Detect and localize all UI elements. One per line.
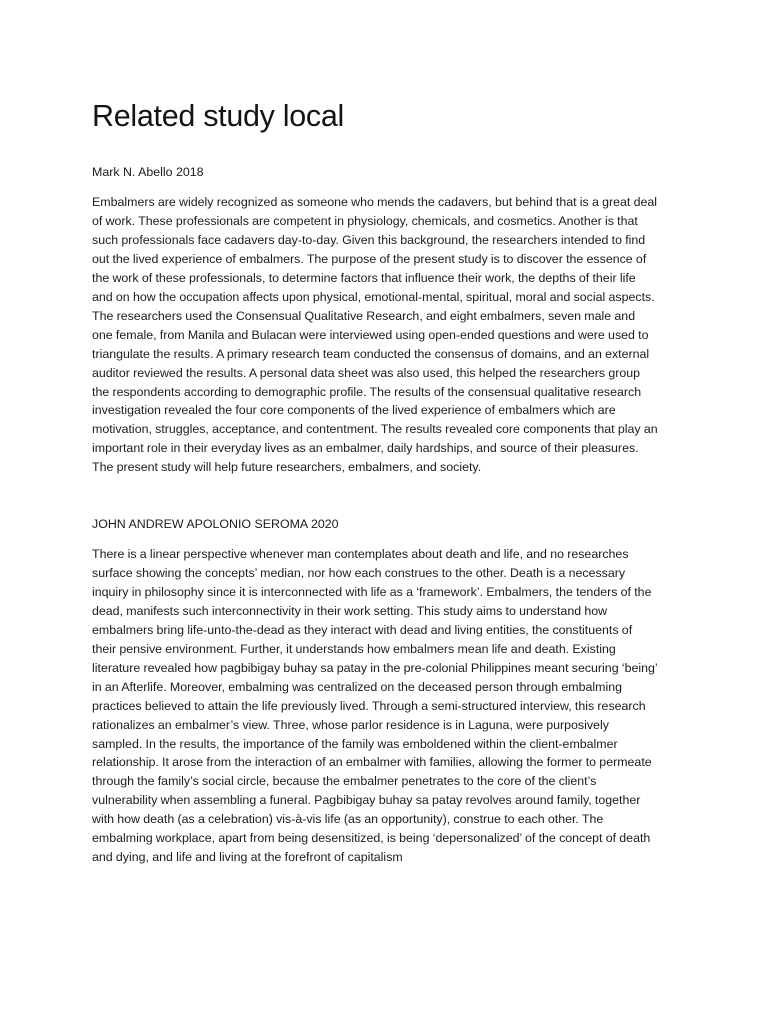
study-abstract-abello: Embalmers are widely recognized as someone who mends the cadavers, but behind that is a great deal of work. These professionals are competent in physiology, chemicals, and cosmetics. Another is that such professionals face cadavers day-to-day. Given this background, the researchers intended to find out the lived experience of embalmers. The purpose of the present study is to discover the essence of the work of these professionals, to determine factors that influence their work, the depths of their life and on how the occupation affects upon physical, emotional-mental, spiritual, moral and social aspects. The researchers used the Consensual Qualitative Research, and eight embalmers, seven male and one female, from Manila and Bulacan were interviewed using open-ended questions and were used to triangulate the results. A primary research team conducted the consensus of domains, and an external auditor reviewed the results. A personal data sheet was also used, this helped the researchers group the respondents according to demographic profile. The results of the consensual qualitative research investigation revealed the four core components of the lived experience of embalmers which are motivation, struggles, acceptance, and contentment. The results revealed core components that play an important role in their everyday lives as an embalmer, daily hardships, and source of their pleasures. The present study will help future researchers, embalmers, and society. [92, 195, 658, 475]
study-abstract-seroma: There is a linear perspective whenever man contemplates about death and life, and no researches surface showing the concepts’ median, nor how each construes to the other. Death is a necessary inquiry in philosophy since it is interconnected with life as a ‘framework’. Embalmers, the tenders of the dead, manifests such interconnectivity in their work setting. This study aims to understand how embalmers bring life-unto-the-dead as they interact with dead and living entities, the constituents of their pensive environment. Further, it understands how embalmers mean life and death. Existing literature revealed how pagbibigay buhay sa patay in the pre-colonial Philippines meant securing ‘being’ in an Afterlife. Moreover, embalming was centralized on the deceased person through embalming practices believed to attain the life previously lived. Through a semi-structured interview, this research rationalizes an embalmer’s view. Three, whose parlor residence is in Laguna, were purposively sampled. In the results, the importance of the family was emboldened within the client-embalmer relationship. It arose from the interaction of an embalmer with families, allowing the former to permeate through the family’s social circle, because the embalmer penetrates to the core of the client’s vulnerability when assembling a funeral. Pagbibigay buhay sa patay revolves around family, together with how death (as a celebration) vis-à-vis life (as an opportunity), construe to each other. The embalming workplace, apart from being desensitized, is being ‘depersonalized’ of the concept of death and dying, and life and living at the forefront of capitalism [92, 547, 658, 865]
page-title: Related study local [92, 99, 345, 133]
study-byline-seroma: JOHN ANDREW APOLONIO SEROMA 2020 [92, 517, 339, 531]
study-byline-abello: Mark N. Abello 2018 [92, 165, 204, 179]
